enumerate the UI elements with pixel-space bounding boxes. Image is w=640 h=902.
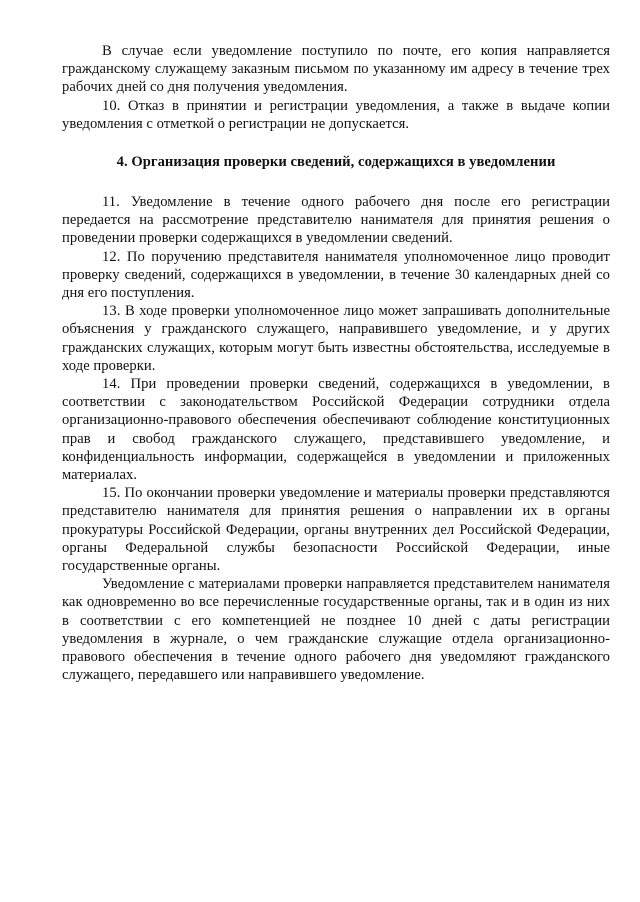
paragraph-16: Уведомление с материалами проверки направляется представителем нанимателя как одновременно во все перечисленные государственные органы, так и в один из них в соответствии с его компетенцией не позднее 10 дней с даты регистрации уведомления в журнале, о чем гражданские служащие отдела организационно-правового обеспечения в течение одного рабочего дня уведомляют гражданского служащего, передавшего или направившего уведомление.	[62, 576, 610, 684]
paragraph-14: 14. При проведении проверки сведений, содержащихся в уведомлении, в соответствии с законодательством Российской Федерации сотрудники отдела организационно-правового обеспечения обеспечивают соблюдение конституционных прав и свобод гражданского служащего, представившего уведомление, и конфиденциальность информации, содержащейся в уведомлении и приложенных материалах.	[62, 376, 610, 484]
paragraph-10: 10. Отказ в принятии и регистрации уведомления, а также в выдаче копии уведомления с отметкой о регистрации не допускается.	[62, 97, 610, 132]
document-body	[62, 42, 610, 685]
paragraph-15: 15. По окончании проверки уведомление и материалы проверки представляются представителю нанимателя для принятия решения о направлении их в органы прокуратуры Российской Федерации, органы внутренних дел Российской Федерации, органы Федеральной службы безопасности Российской Федерации, иные государственные органы.	[62, 485, 610, 575]
paragraph-11: 11. Уведомление в течение одного рабочего дня после его регистрации передается на рассмотрение представителю нанимателя для принятия решения о проведении проверки содержащихся в уведомлении сведений.	[62, 194, 610, 247]
section-heading: 4. Организация проверки сведений, содержащихся в уведомлении	[116, 154, 556, 171]
paragraph-12: 12. По поручению представителя нанимателя уполномоченное лицо проводит проверку сведений, содержащихся в уведомлении, в течение 30 календарных дней со дня его поступления.	[62, 248, 610, 302]
paragraph-mail-copy: В случае если уведомление поступило по почте, его копия направляется гражданскому служащему заказным письмом по указанному им адресу в течение трех рабочих дней со дня получения уведомления.	[62, 43, 610, 96]
paragraph-13: 13. В ходе проверки уполномоченное лицо может запрашивать дополнительные объяснения у гражданского служащего, направившего уведомление, и у других гражданских служащих, которым могут быть известны обстоятельства, исследуемые в ходе проверки.	[62, 303, 610, 374]
